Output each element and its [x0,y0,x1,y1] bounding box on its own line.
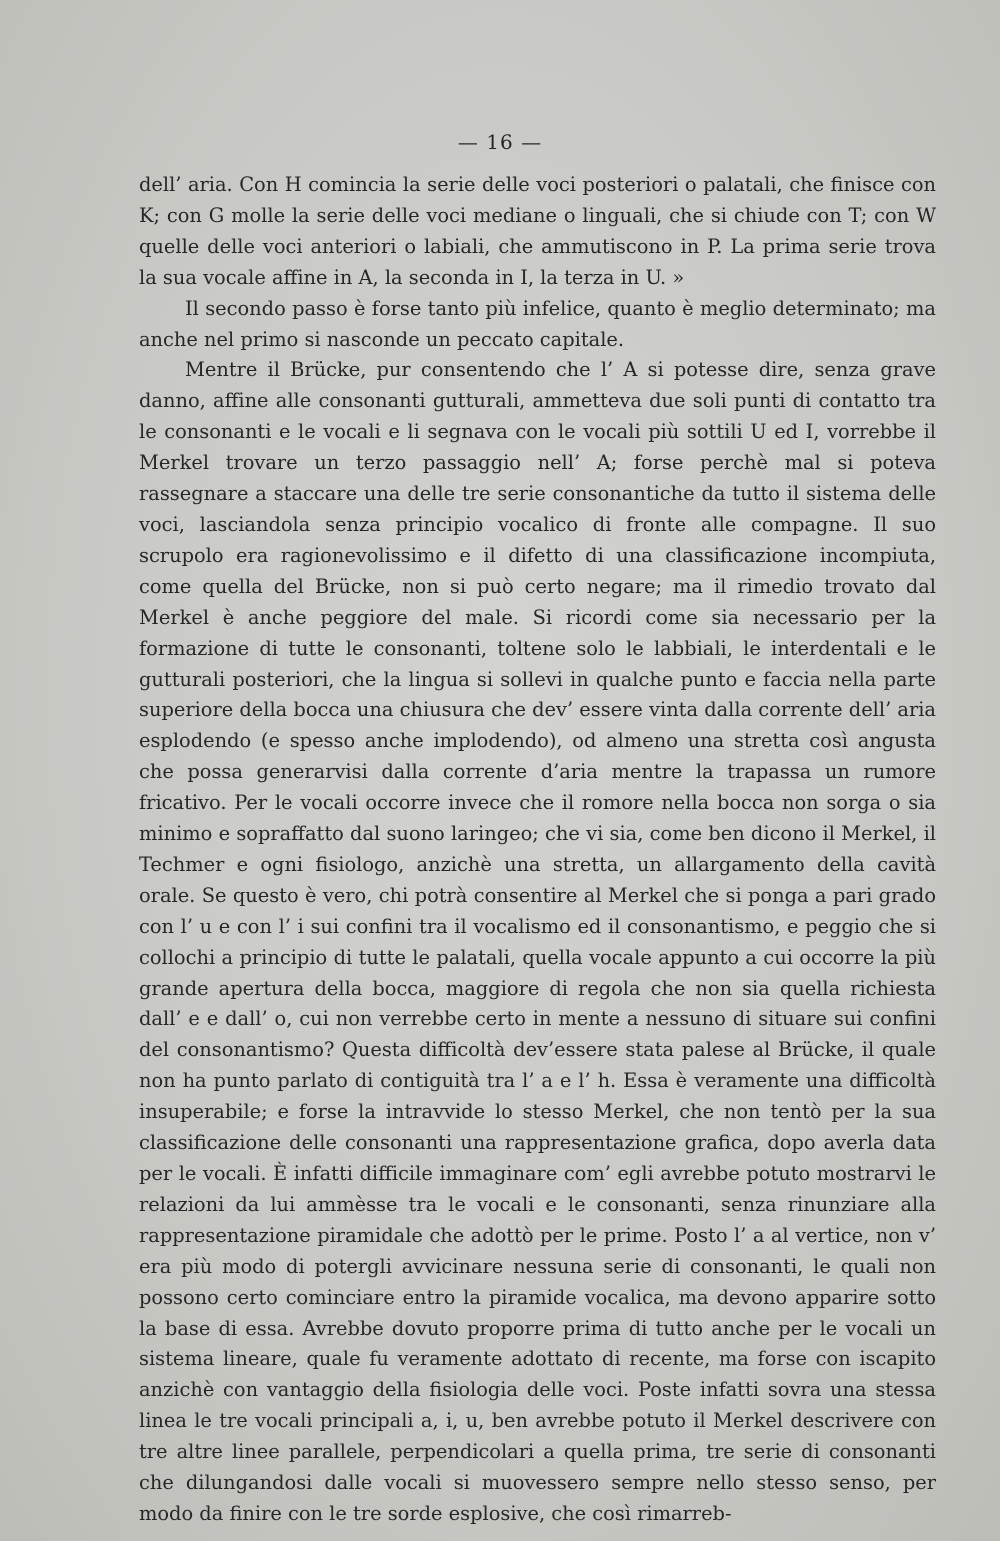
paragraph-1: dell’ aria. Con H comincia la serie delle voci posteriori o palatali, che finisce con K; con G molle la serie delle voci mediane o linguali, che si chiude con T; con W quelle delle voci anteriori o labiali, che ammutiscono in P. La prima serie trova la sua vocale affine in A, la seconda in I, la terza in U. » [139,173,936,289]
body-text [139,170,936,1530]
paragraph-2: Il secondo passo è forse tanto più infelice, quanto è meglio determinato; ma anche nel primo si nasconde un peccato capitale. [139,296,936,351]
page-number: — 16 — [457,130,543,154]
paragraph-3: Mentre il Brücke, pur consentendo che l’ A si potesse dire, senza grave danno, affine alle consonanti gutturali, ammetteva due soli punti di contatto tra le consonanti e le vocali e li segnava con le vocali più sottili U ed I, vorrebbe il Merkel trovare un terzo passaggio nell’ A; forse perchè mal si poteva rassegnare a staccare una delle tre serie consonantiche da tutto il sistema delle voci, lasciandola senza principio vocalico di fronte alle compagne. Il suo scrupolo era ragionevolissimo e il difetto di una classificazione incompiuta, come quella del Brücke, non si può certo negare; ma il rimedio trovato dal Merkel è anche peggiore del male. Si ricordi come sia necessario per la formazione di tutte le consonanti, toltene solo le labbiali, le interdentali e le gutturali posteriori, che la lingua si sollevi in qualche punto e faccia nella parte superiore della bocca una chiusura che dev’ essere vinta dalla corrente dell’ aria esplodendo (e spesso anche implodendo), od almeno una stretta così angusta che possa generarvisi dalla corrente d’aria mentre la trapassa un rumore fricativo. Per le vocali occorre invece che il romore nella bocca non sorga o sia minimo e sopraffatto dal suono laringeo; che vi sia, come ben dicono il Merkel, il Techmer e ogni fisiologo, anzichè una stretta, un allargamento della cavità orale. Se questo è vero, chi potrà consentire al Merkel che si ponga a pari grado con l’ u e con l’ i sui confini tra il vocalismo ed il consonantismo, e peggio che si collochi a principio di tutte le palatali, quella vocale appunto a cui occorre la più grande apertura della bocca, maggiore di regola che non sia quella richiesta dall’ e e dall’ o, cui non verrebbe certo in mente a nessuno di situare sui confini del consonantismo? Questa difficoltà dev’essere stata palese al Brücke, il quale non ha punto parlato di contiguità tra l’ a e l’ h. Essa è veramente una difficoltà insuperabile; e forse la intravvide lo stesso Merkel, che non tentò per la sua classificazione delle consonanti una rappresentazione grafica, dopo averla data per le vocali. È infatti difficile immaginare com’ egli avrebbe potuto mostrarvi le relazioni da lui ammèsse tra le vocali e le consonanti, senza rinunziare alla rappresentazione piramidale che adottò per le prime. Posto l’ a al vertice, non v’ era più modo di potergli avvicinare nessuna serie di consonanti, le quali non possono certo cominciare entro la piramide vocalica, ma devono apparire sotto la base di essa. Avrebbe dovuto proporre prima di tutto anche per le vocali un sistema lineare, quale fu veramente adottato di recente, ma forse con iscapito anzichè con vantaggio della fisiologia delle voci. Poste infatti sovra una stessa linea le tre vocali principali a, i, u, ben avrebbe potuto il Merkel descrivere con tre altre linee parallele, perpendicolari a quella prima, tre serie di consonanti che dilungandosi dalle vocali si muovessero sempre nello stesso senso, per modo da finire con le tre sorde esplosive, che così rimarreb- [139,358,936,1525]
